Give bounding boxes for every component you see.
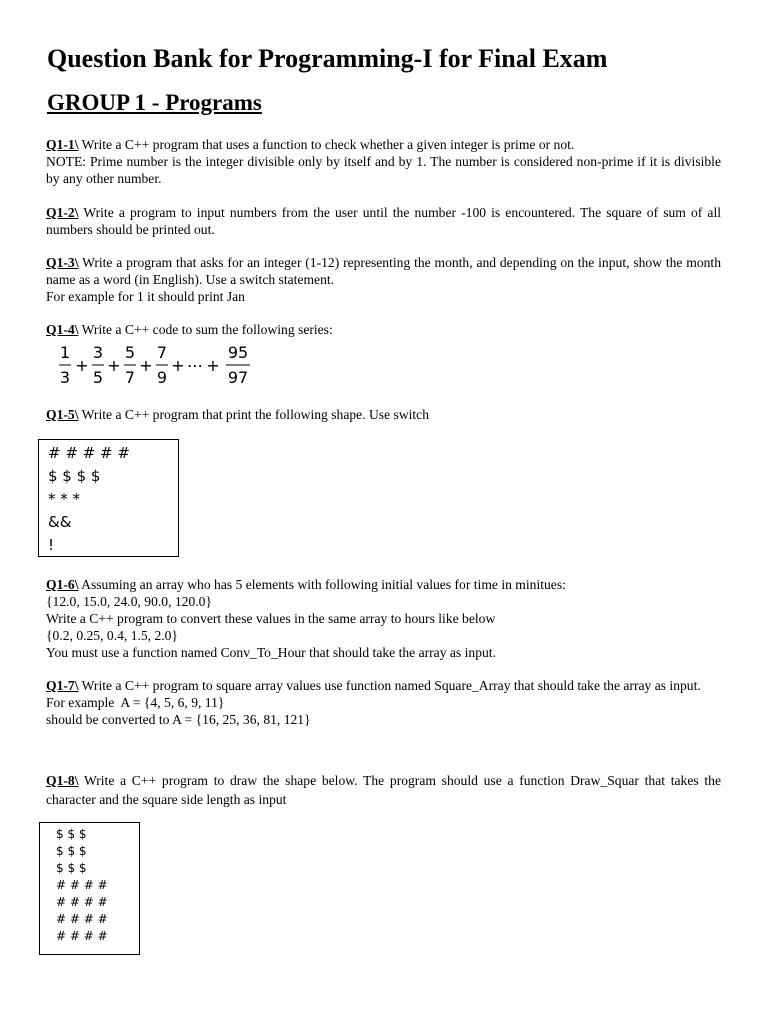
question-label: Q1-4\ [46, 322, 79, 337]
plus-sign: + [107, 356, 121, 375]
question-label: Q1-7\ [46, 678, 79, 693]
fraction-denominator: 7 [124, 368, 136, 387]
page-title: Question Bank for Programming-I for Final Exam [47, 44, 608, 73]
fraction-numerator: 5 [124, 343, 136, 362]
question-text: Write a program that asks for an integer (1-12) representing the month, and depending on the input, show the month name as a word (in English). Use a switch statement. [46, 255, 721, 287]
question-text: Assuming an array who has 5 elements with following initial values for time in minitues: [81, 577, 566, 592]
question-label: Q1-1\ [46, 137, 79, 152]
shape-line: # # # # [56, 912, 108, 926]
question-q1-5 [46, 406, 721, 423]
shape-line: ! [48, 536, 55, 554]
fraction-denominator: 97 [227, 368, 249, 387]
question-label: Q1-8\ [46, 773, 79, 788]
fraction-denominator: 5 [92, 368, 104, 387]
shape-line: * * * [48, 490, 81, 508]
question-text: Write a C++ code to sum the following series: [81, 322, 333, 337]
question-q1-4 [46, 321, 721, 338]
question-text: Write a C++ program that print the following shape. Use switch [81, 407, 430, 422]
question-q1-1 [46, 136, 721, 187]
question-example: should be converted to A = {16, 25, 36, 81, 121} [46, 712, 311, 727]
question-line: {12.0, 15.0, 24.0, 90.0, 120.0} [46, 594, 212, 609]
question-q1-6 [46, 576, 721, 661]
fraction-denominator: 3 [59, 368, 71, 387]
question-text: Write a C++ program to square array values use function named Square_Array that should take the array as input. [81, 678, 701, 693]
fraction-numerator: 7 [156, 343, 168, 362]
fraction-numerator: 3 [92, 343, 104, 362]
ellipsis: ⋯ [187, 356, 203, 375]
group-heading: GROUP 1 - Programs [47, 90, 262, 115]
question-label: Q1-6\ [46, 577, 79, 592]
question-label: Q1-5\ [46, 407, 79, 422]
question-label: Q1-2\ [46, 205, 79, 220]
shape-line: # # # # [56, 929, 108, 943]
question-q1-2 [46, 204, 721, 238]
question-line: Write a C++ program to convert these values in the same array to hours like below [46, 611, 496, 626]
question-label: Q1-3\ [46, 255, 79, 270]
shape-line: # # # # # [48, 444, 130, 462]
fraction-denominator: 9 [156, 368, 168, 387]
question-text: Write a C++ program that uses a function to check whether a given integer is prime or not. [81, 137, 575, 152]
shape-line: # # # # [56, 878, 108, 892]
shape-box-2 [39, 822, 140, 955]
shape-line: $ $ $ [56, 827, 87, 841]
fraction-numerator: 95 [227, 343, 249, 362]
question-q1-7 [46, 677, 721, 728]
question-example: For example A = {4, 5, 6, 9, 11} [46, 695, 225, 710]
plus-sign: + [75, 356, 89, 375]
question-text: Write a program to input numbers from the user until the number -100 is encountered. The square of sum of all numbers should be printed out. [46, 205, 721, 237]
shape-line: && [48, 513, 72, 531]
plus-sign: + [206, 356, 220, 375]
question-note: NOTE: Prime number is the integer divisible only by itself and by 1. The number is considered non-prime if it is divisible by any other number. [46, 154, 721, 186]
shape-line: $ $ $ [56, 861, 87, 875]
shape-line: $ $ $ [56, 844, 87, 858]
question-line: You must use a function named Conv_To_Hour that should take the array as input. [46, 645, 496, 660]
question-q1-3 [46, 254, 721, 305]
series-formula [58, 341, 258, 389]
shape-line: $ $ $ $ [48, 467, 101, 485]
question-text: Write a C++ program to draw the shape below. The program should use a function Draw_Squar that takes the character and the square side length as input [46, 773, 721, 807]
question-line: {0.2, 0.25, 0.4, 1.5, 2.0} [46, 628, 178, 643]
question-example: For example for 1 it should print Jan [46, 289, 245, 304]
fraction-numerator: 1 [59, 343, 71, 362]
question-q1-8 [46, 771, 721, 809]
shape-line: # # # # [56, 895, 108, 909]
plus-sign: + [171, 356, 185, 375]
shape-box-1 [38, 439, 179, 557]
plus-sign: + [139, 356, 153, 375]
